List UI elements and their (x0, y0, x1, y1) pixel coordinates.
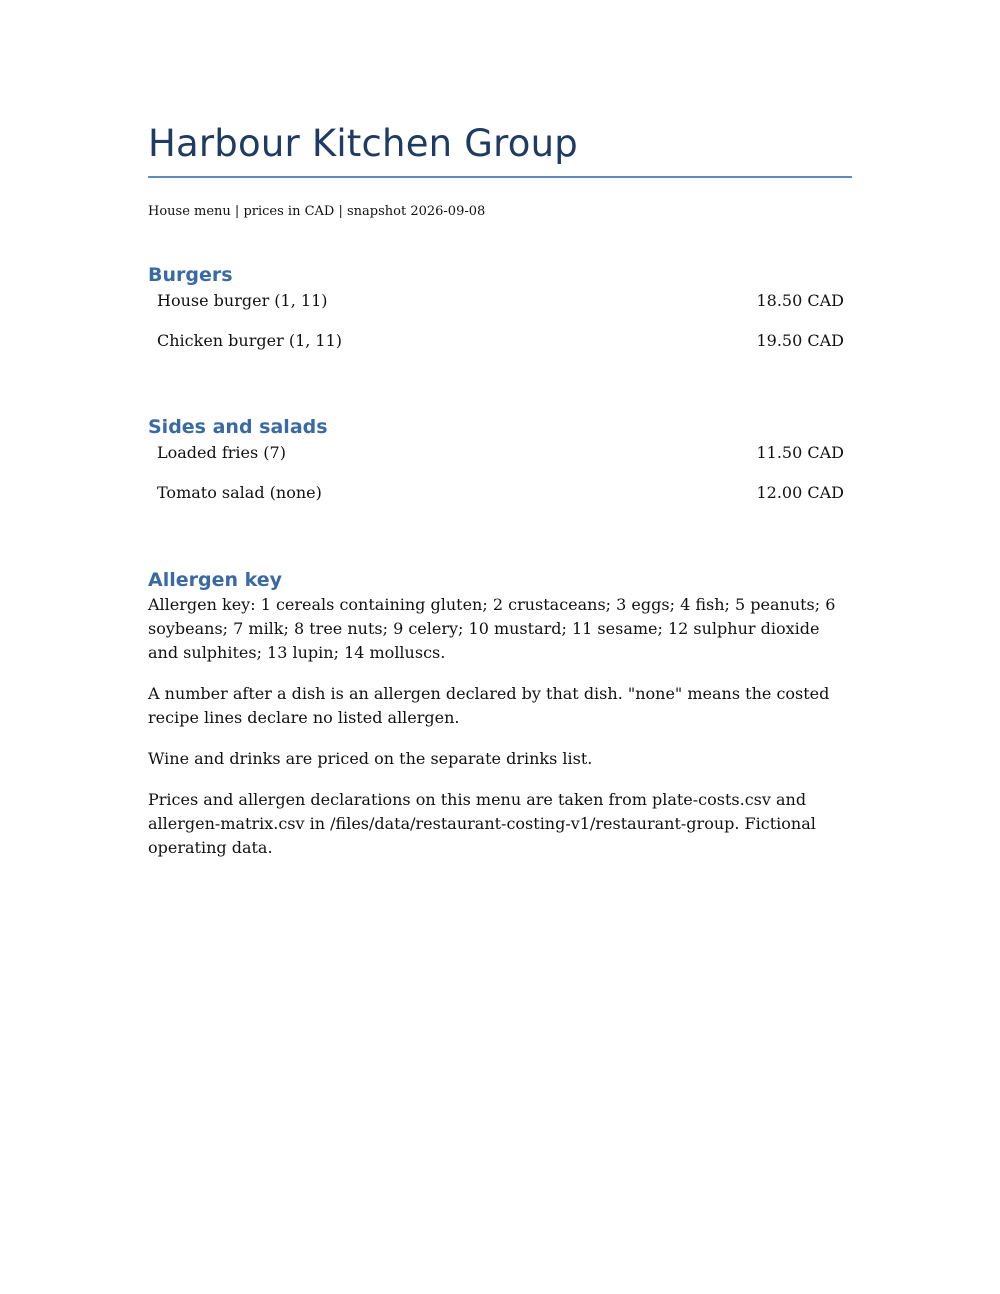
section-sides-and-salads (148, 414, 852, 522)
section-heading-sides: Sides and salads (148, 416, 328, 438)
dish-price: 18.50 CAD (756, 291, 844, 310)
dish-price: 12.00 CAD (756, 483, 844, 502)
document-title: Harbour Kitchen Group (148, 122, 578, 165)
allergen-explanation-paragraph: A number after a dish is an allergen declared by that dish. "none" means the costed recipe lines declare no listed allergen. (148, 684, 830, 727)
dish-name: Chicken burger (1, 11) (157, 331, 343, 350)
section-heading-allergens: Allergen key (148, 569, 283, 591)
document-subtitle: House menu | prices in CAD | snapshot 2026-09-08 (148, 204, 486, 219)
dish-name: House burger (1, 11) (157, 291, 328, 310)
drinks-note-paragraph: Wine and drinks are priced on the separate drinks list. (148, 749, 593, 768)
source-note-paragraph: Prices and allergen declarations on this menu are taken from plate-costs.csv and allergen-matrix.csv in /files/data/restaurant-costing-v1/restaurant-group. Fictional operating data. (148, 790, 816, 857)
dish-price: 19.50 CAD (756, 331, 844, 350)
title-underline (148, 176, 852, 178)
allergen-key-paragraph: Allergen key: 1 cereals containing gluten; 2 crustaceans; 3 eggs; 4 fish; 5 peanuts; 6 soybeans; 7 milk; 8 tree nuts; 9 celery; 10 mustard; 11 sesame; 12 sulphur dioxide and sulphites; 13 lupin; 14 molluscs. (148, 595, 836, 662)
menu-item (148, 482, 852, 522)
section-allergen-key (148, 567, 852, 877)
dish-price: 11.50 CAD (756, 443, 844, 462)
dish-name: Tomato salad (none) (157, 483, 322, 502)
dish-name: Loaded fries (7) (157, 443, 286, 462)
menu-item (148, 290, 852, 330)
menu-item (148, 442, 852, 482)
section-heading-burgers: Burgers (148, 264, 233, 286)
menu-item (148, 330, 852, 370)
section-burgers (148, 262, 852, 370)
